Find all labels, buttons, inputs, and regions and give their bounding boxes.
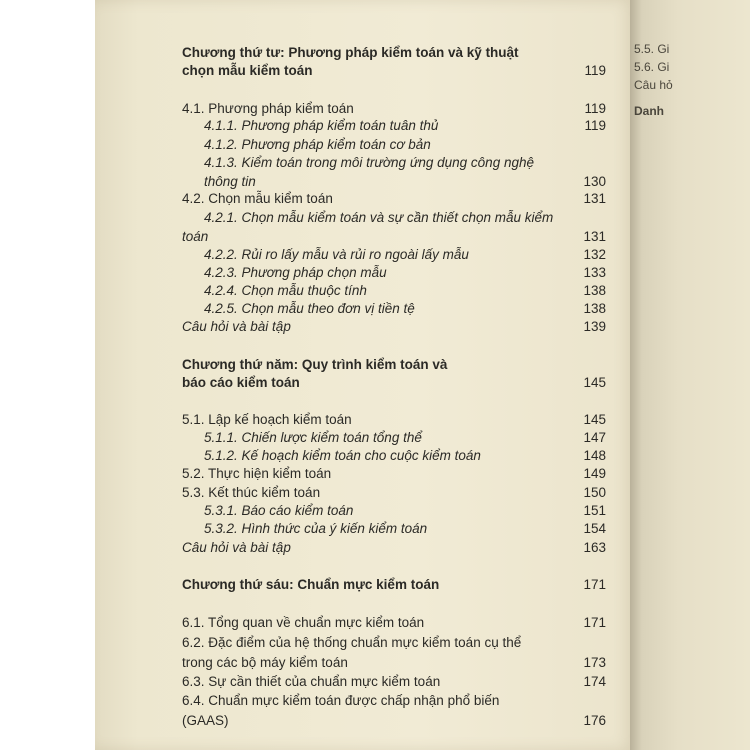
page-number: 147	[583, 430, 606, 445]
page-number: 138	[583, 283, 606, 298]
entry-label: toán	[182, 229, 209, 244]
page-number: 131	[583, 191, 606, 206]
entry-label: 6.1. Tổng quan về chuẩn mực kiểm toán	[182, 615, 425, 630]
chapter-title-line: Chương thứ tư: Phương pháp kiểm toán và kỹ thuật	[182, 45, 519, 60]
entry-label: 6.3. Sự cần thiết của chuẩn mực kiểm toán	[182, 674, 441, 689]
entry-label: 6.4. Chuẩn mực kiểm toán được chấp nhận phổ biến	[182, 693, 500, 708]
chapter-title-line: Chương thứ năm: Quy trình kiểm toán và	[182, 357, 448, 372]
entry-label: 4.1.2. Phương pháp kiểm toán cơ bản	[204, 137, 431, 152]
page-number: 131	[583, 229, 606, 244]
page-number: 171	[583, 577, 606, 592]
entry-label: (GAAS)	[182, 713, 229, 728]
page-number: 150	[583, 485, 606, 500]
entry-label: 5.3.2. Hình thức của ý kiến kiểm toán	[204, 521, 428, 536]
entry-label: 5.1.1. Chiến lược kiểm toán tổng thể	[204, 430, 422, 445]
entry-label: 5.1.2. Kế hoạch kiểm toán cho cuộc kiểm toán	[204, 448, 481, 463]
page-number: 176	[583, 713, 606, 728]
entry-label: 4.2.1. Chọn mẫu kiểm toán và sự cần thiết chọn mẫu kiểm	[204, 210, 554, 225]
entry-label: 4.1. Phương pháp kiểm toán	[182, 101, 354, 116]
chapter-title-line: báo cáo kiểm toán	[182, 375, 300, 390]
right-page-fragment: 5.5. Gi	[634, 42, 670, 56]
entry-label: 4.2.2. Rủi ro lấy mẫu và rủi ro ngoài lấy mẫu	[204, 247, 469, 262]
page-number: 149	[583, 466, 606, 481]
page-number: 145	[583, 412, 606, 427]
chapter-title-line: Chương thứ sáu: Chuẩn mực kiểm toán	[182, 577, 440, 592]
right-page-fragment: 5.6. Gi	[634, 60, 670, 74]
page-number: 139	[583, 319, 606, 334]
right-page-fragment: Danh	[634, 104, 664, 118]
entry-label: Câu hỏi và bài tập	[182, 319, 291, 334]
page-number: 163	[583, 540, 606, 555]
page-number: 119	[584, 101, 606, 116]
entry-label: 5.3. Kết thúc kiểm toán	[182, 485, 321, 500]
page-number: 132	[583, 247, 606, 262]
page-number: 138	[583, 301, 606, 316]
page-number: 119	[584, 118, 606, 133]
page-number: 174	[583, 674, 606, 689]
entry-label: trong các bộ máy kiểm toán	[182, 655, 348, 670]
page-number: 148	[583, 448, 606, 463]
chapter-title-line: chọn mẫu kiểm toán	[182, 63, 313, 78]
entry-label: 4.1.3. Kiểm toán trong môi trường ứng dụng công nghệ	[204, 155, 534, 170]
entry-label: thông tin	[204, 174, 256, 189]
entry-label: 5.3.1. Báo cáo kiểm toán	[204, 503, 354, 518]
page-number: 145	[583, 375, 606, 390]
page-number: 151	[583, 503, 606, 518]
page-number: 171	[583, 615, 606, 630]
right-page-fragment: Câu hỏ	[634, 78, 673, 92]
page-number: 119	[584, 63, 606, 78]
right-page	[630, 0, 750, 750]
entry-label: 5.2. Thực hiện kiểm toán	[182, 466, 332, 481]
page-number: 154	[583, 521, 606, 536]
entry-label: 4.1.1. Phương pháp kiểm toán tuân thủ	[204, 118, 439, 133]
entry-label: 4.2. Chọn mẫu kiểm toán	[182, 191, 333, 206]
entry-label: 4.2.5. Chọn mẫu theo đơn vị tiền tệ	[204, 301, 415, 316]
page-number: 130	[583, 174, 606, 189]
entry-label: 4.2.3. Phương pháp chọn mẫu	[204, 265, 387, 280]
entry-label: Câu hỏi và bài tập	[182, 540, 291, 555]
page-number: 133	[583, 265, 606, 280]
entry-label: 6.2. Đặc điểm của hệ thống chuẩn mực kiểm toán cụ thể	[182, 635, 522, 650]
page-number: 173	[583, 655, 606, 670]
entry-label: 5.1. Lập kế hoạch kiểm toán	[182, 412, 352, 427]
entry-label: 4.2.4. Chọn mẫu thuộc tính	[204, 283, 367, 298]
